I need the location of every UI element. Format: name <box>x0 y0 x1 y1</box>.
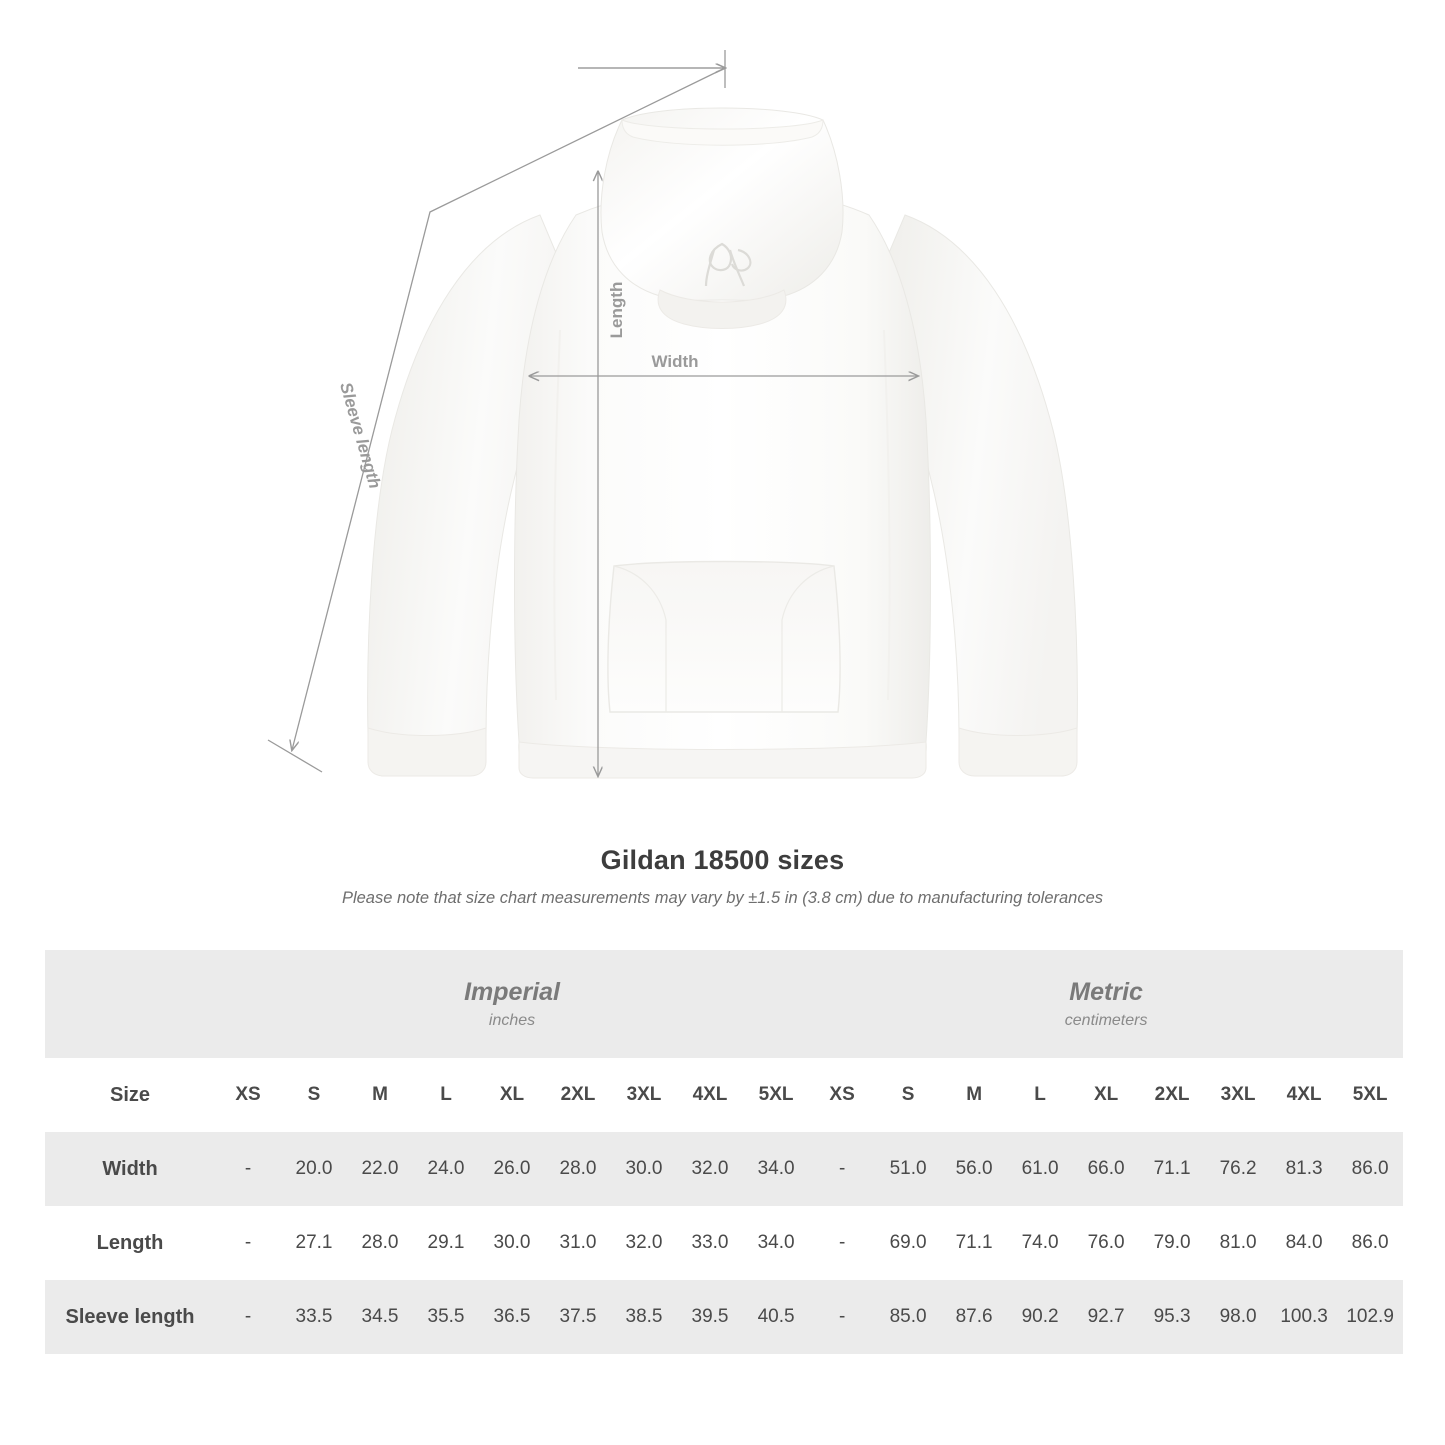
cell-sleeve-metric-5xl: 102.9 <box>1337 1280 1403 1354</box>
row-label-width: Width <box>45 1132 215 1206</box>
unit-imperial-name: Imperial <box>464 977 560 1006</box>
cell-width-imperial-5xl: 34.0 <box>743 1132 809 1206</box>
size-header-row <box>45 1058 1403 1132</box>
cell-sleeve-imperial-s: 33.5 <box>281 1280 347 1354</box>
cell-length-metric-5xl: 86.0 <box>1337 1206 1403 1280</box>
cell-sleeve-imperial-m: 34.5 <box>347 1280 413 1354</box>
hoodie-graphic <box>368 108 1078 778</box>
header-imperial-xs: XS <box>215 1058 281 1132</box>
cell-length-metric-4xl: 84.0 <box>1271 1206 1337 1280</box>
header-metric-4xl: 4XL <box>1271 1058 1337 1132</box>
header-metric-xl: XL <box>1073 1058 1139 1132</box>
header-metric-2xl: 2XL <box>1139 1058 1205 1132</box>
header-metric-s: S <box>875 1058 941 1132</box>
cell-length-metric-xs: - <box>809 1206 875 1280</box>
page-title: Gildan 18500 sizes <box>600 845 845 875</box>
cell-width-imperial-2xl: 28.0 <box>545 1132 611 1206</box>
cell-length-metric-2xl: 79.0 <box>1139 1206 1205 1280</box>
cell-sleeve-imperial-3xl: 38.5 <box>611 1280 677 1354</box>
unit-imperial-cell <box>215 950 809 1058</box>
cell-length-metric-3xl: 81.0 <box>1205 1206 1271 1280</box>
cell-sleeve-metric-xs: - <box>809 1280 875 1354</box>
cell-length-metric-s: 69.0 <box>875 1206 941 1280</box>
cell-sleeve-imperial-l: 35.5 <box>413 1280 479 1354</box>
header-metric-3xl: 3XL <box>1205 1058 1271 1132</box>
cell-width-imperial-3xl: 30.0 <box>611 1132 677 1206</box>
cell-sleeve-metric-2xl: 95.3 <box>1139 1280 1205 1354</box>
cell-width-metric-4xl: 81.3 <box>1271 1132 1337 1206</box>
cell-width-metric-2xl: 71.1 <box>1139 1132 1205 1206</box>
cell-width-imperial-xl: 26.0 <box>479 1132 545 1206</box>
cell-length-imperial-5xl: 34.0 <box>743 1206 809 1280</box>
row-label-sleeve-length: Sleeve length <box>45 1280 215 1354</box>
unit-empty-cell <box>45 950 215 1058</box>
cell-sleeve-metric-s: 85.0 <box>875 1280 941 1354</box>
cell-width-imperial-m: 22.0 <box>347 1132 413 1206</box>
header-size-label: Size <box>45 1058 215 1132</box>
cell-width-metric-s: 51.0 <box>875 1132 941 1206</box>
cell-width-metric-l: 61.0 <box>1007 1132 1073 1206</box>
header-imperial-s: S <box>281 1058 347 1132</box>
cell-length-imperial-s: 27.1 <box>281 1206 347 1280</box>
header-metric-l: L <box>1007 1058 1073 1132</box>
cell-width-metric-3xl: 76.2 <box>1205 1132 1271 1206</box>
header-metric-5xl: 5XL <box>1337 1058 1403 1132</box>
size-table <box>45 950 1403 1354</box>
cell-length-metric-m: 71.1 <box>941 1206 1007 1280</box>
cell-width-imperial-xs: - <box>215 1132 281 1206</box>
cell-width-metric-xs: - <box>809 1132 875 1206</box>
header-metric-xs: XS <box>809 1058 875 1132</box>
chart-note: Please note that size chart measurements may vary by ±1.5 in (3.8 cm) due to manufacturing tolerances <box>341 889 1104 907</box>
unit-metric-sub: centimeters <box>1064 1012 1148 1030</box>
header-imperial-3xl: 3XL <box>611 1058 677 1132</box>
cell-sleeve-imperial-2xl: 37.5 <box>545 1280 611 1354</box>
cell-sleeve-metric-3xl: 98.0 <box>1205 1280 1271 1354</box>
cell-width-metric-5xl: 86.0 <box>1337 1132 1403 1206</box>
cell-sleeve-imperial-xs: - <box>215 1280 281 1354</box>
unit-banner-row <box>45 950 1403 1058</box>
header-imperial-xl: XL <box>479 1058 545 1132</box>
cell-length-imperial-3xl: 32.0 <box>611 1206 677 1280</box>
cell-length-imperial-4xl: 33.0 <box>677 1206 743 1280</box>
header-imperial-2xl: 2XL <box>545 1058 611 1132</box>
unit-metric-name: Metric <box>1069 977 1143 1006</box>
cell-sleeve-metric-xl: 92.7 <box>1073 1280 1139 1354</box>
cell-sleeve-metric-m: 87.6 <box>941 1280 1007 1354</box>
header-imperial-m: M <box>347 1058 413 1132</box>
cell-length-imperial-m: 28.0 <box>347 1206 413 1280</box>
cell-width-imperial-l: 24.0 <box>413 1132 479 1206</box>
size-table-wrapper <box>45 950 1400 1354</box>
label-length: Length <box>607 281 626 339</box>
table-row <box>45 1132 1403 1206</box>
cell-sleeve-metric-4xl: 100.3 <box>1271 1280 1337 1354</box>
row-label-length: Length <box>45 1206 215 1280</box>
table-row <box>45 1280 1403 1354</box>
cell-sleeve-imperial-4xl: 39.5 <box>677 1280 743 1354</box>
cell-length-metric-l: 74.0 <box>1007 1206 1073 1280</box>
cell-sleeve-metric-l: 90.2 <box>1007 1280 1073 1354</box>
cell-width-imperial-s: 20.0 <box>281 1132 347 1206</box>
unit-imperial-sub: inches <box>488 1012 536 1030</box>
cell-sleeve-imperial-5xl: 40.5 <box>743 1280 809 1354</box>
cell-length-imperial-xl: 30.0 <box>479 1206 545 1280</box>
label-sleeve-length: Sleeve length <box>336 380 385 491</box>
cell-sleeve-imperial-xl: 36.5 <box>479 1280 545 1354</box>
cell-length-imperial-xs: - <box>215 1206 281 1280</box>
cell-width-metric-xl: 66.0 <box>1073 1132 1139 1206</box>
cell-length-imperial-l: 29.1 <box>413 1206 479 1280</box>
chart-heading-block <box>0 845 1445 908</box>
table-row <box>45 1206 1403 1280</box>
header-imperial-4xl: 4XL <box>677 1058 743 1132</box>
cell-length-metric-xl: 76.0 <box>1073 1206 1139 1280</box>
header-metric-m: M <box>941 1058 1007 1132</box>
unit-metric-cell <box>809 950 1403 1058</box>
label-width: Width <box>651 352 699 371</box>
cell-length-imperial-2xl: 31.0 <box>545 1206 611 1280</box>
cell-width-imperial-4xl: 32.0 <box>677 1132 743 1206</box>
cell-width-metric-m: 56.0 <box>941 1132 1007 1206</box>
header-imperial-l: L <box>413 1058 479 1132</box>
header-imperial-5xl: 5XL <box>743 1058 809 1132</box>
